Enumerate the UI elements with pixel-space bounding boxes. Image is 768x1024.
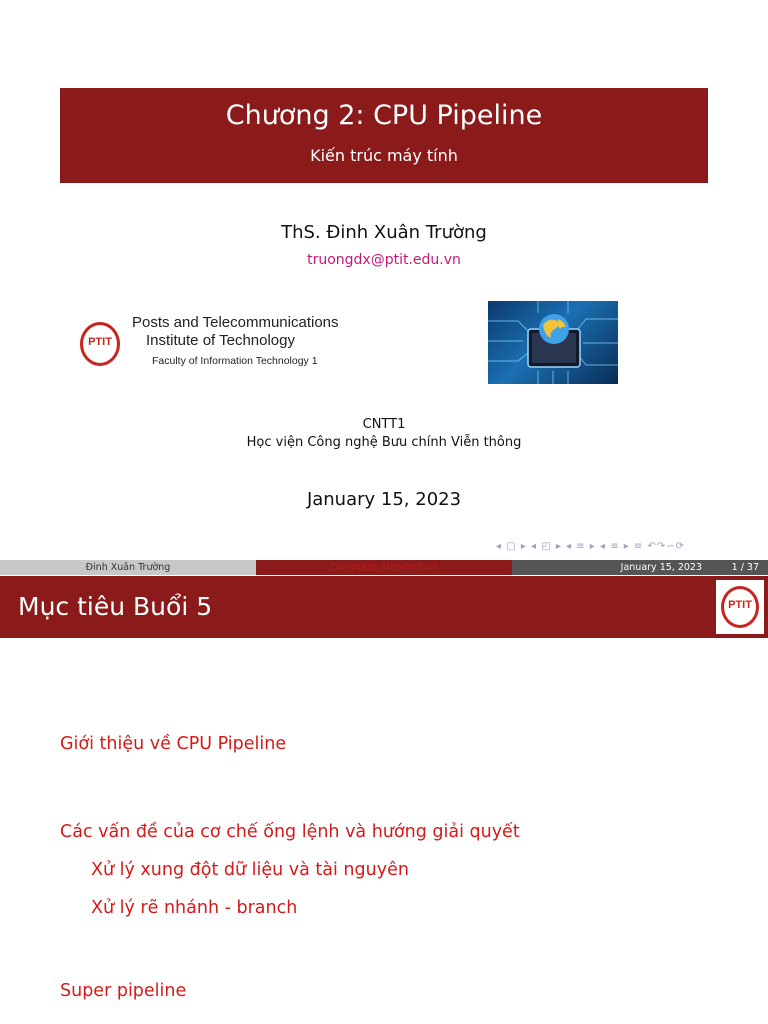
- presentation-title: Chương 2: CPU Pipeline: [225, 100, 543, 131]
- frame-ptit-logo: [716, 580, 764, 634]
- frame-title: Mục tiêu Buổi 5: [18, 592, 213, 621]
- slide-footer: [0, 560, 768, 575]
- institute-full: Học viện Công nghệ Bưu chính Viễn thông: [246, 435, 522, 450]
- institute-short: CNTT1: [362, 417, 406, 432]
- logo-text-line2: Institute of Technology: [146, 332, 295, 349]
- list-item: Các vấn đề của cơ chế ống lệnh và hướng giải quyết: [60, 822, 520, 842]
- frame-title-bar: [0, 576, 768, 638]
- author-email-link[interactable]: truongdx@ptit.edu.vn: [307, 252, 461, 268]
- footer-date: January 15, 2023: [620, 562, 702, 573]
- presentation-subtitle: Kiến trúc máy tính: [310, 146, 458, 165]
- ptit-logo: [74, 306, 366, 384]
- sub-list-item: Xử lý rẽ nhánh - branch: [91, 898, 298, 918]
- ptit-emblem-icon: [721, 586, 759, 628]
- sub-list-item: Xử lý xung đột dữ liệu và tài nguyên: [91, 860, 409, 880]
- footer-author: Đinh Xuân Trường: [0, 560, 256, 575]
- cpu-chip-image: [488, 301, 618, 384]
- logo-text-line3: Faculty of Information Technology 1: [152, 355, 318, 367]
- list-item: Super pipeline: [60, 981, 187, 1001]
- footer-right-panel: [512, 560, 768, 575]
- title-box: [60, 88, 708, 183]
- ptit-emblem-text: PTIT: [728, 599, 752, 611]
- footer-page-number: 1 / 37: [731, 562, 759, 573]
- beamer-navigation-icons[interactable]: ◂ ▢ ▸ ◂ ◰ ▸ ◂ ≡ ▸ ◂ ≡ ▸ ≡ ↶↷∽⟳: [496, 541, 686, 552]
- ptit-emblem-icon: [80, 322, 120, 366]
- logo-text-line1: Posts and Telecommunications: [132, 314, 339, 331]
- footer-course: Computer Architecture: [256, 560, 512, 575]
- author-name: ThS. Đinh Xuân Trường: [281, 222, 487, 243]
- cpu-chip-icon: [488, 301, 618, 384]
- list-item: Giới thiệu về CPU Pipeline: [60, 734, 287, 754]
- ptit-emblem-text: PTIT: [88, 336, 112, 348]
- presentation-date: January 15, 2023: [306, 489, 462, 510]
